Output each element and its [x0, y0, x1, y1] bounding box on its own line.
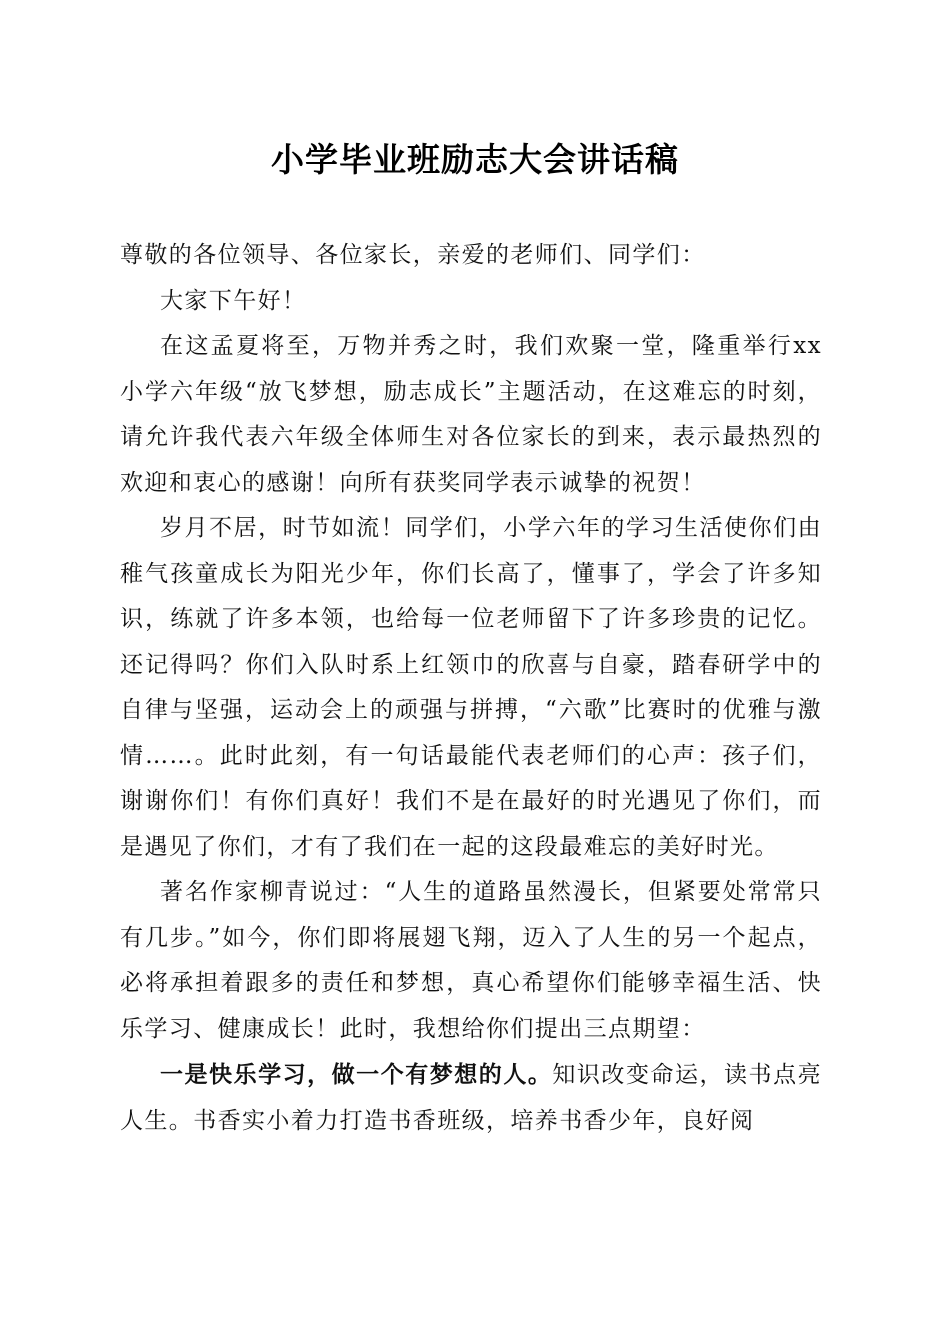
document-body — [120, 233, 822, 1144]
paragraph-memories: 岁月不居，时节如流！同学们，小学六年的学习生活使你们由稚气孩童成长为阳光少年，你们长高了，懂事了，学会了许多知识，练就了许多本领，也给每一位老师留下了许多珍贵的记忆。还记得吗？你们入队时系上红领巾的欣喜与自豪，踏春研学中的自律与坚强，运动会上的顽强与拼搏，“六歌”比赛时的优雅与激情……。此时此刻，有一句话最能代表老师们的心声：孩子们，谢谢你们！有你们真好！我们不是在最好的时光遇见了你们，而是遇见了你们，才有了我们在一起的这段最难忘的美好时光。 — [120, 515, 822, 860]
first-expectation-text: 知识改变命运，读书点亮人生。书香实小着力打造书香班级，培养书香少年，良好阅 — [120, 1062, 823, 1134]
greeting: 大家下午好！ — [160, 287, 307, 314]
paragraph-first-expectation — [120, 1052, 822, 1144]
paragraph-opening: 在这孟夏将至，万物并秀之时，我们欢聚一堂，隆重举行xx小学六年级“放飞梦想，励志成长”主题活动，在这难忘的时刻，请允许我代表六年级全体师生对各位家长的到来，表示最热烈的欢迎和衷心的感谢！向所有获奖同学表示诚挚的祝贺！ — [120, 333, 822, 496]
document-title: 小学毕业班励志大会讲话稿 — [271, 140, 679, 179]
paragraph-expectations: 著名作家柳青说过：“人生的道路虽然漫长，但紧要处常常只有几步。”如今，你们即将展翅飞翔，迈入了人生的另一个起点，必将承担着跟多的责任和梦想，真心希望你们能够幸福生活、快乐学习、健康成长！此时，我想给你们提出三点期望： — [120, 879, 822, 1042]
first-expectation-heading: 一是快乐学习，做一个有梦想的人。 — [160, 1061, 553, 1088]
salutation: 尊敬的各位领导、各位家长，亲爱的老师们、同学们： — [120, 242, 706, 268]
